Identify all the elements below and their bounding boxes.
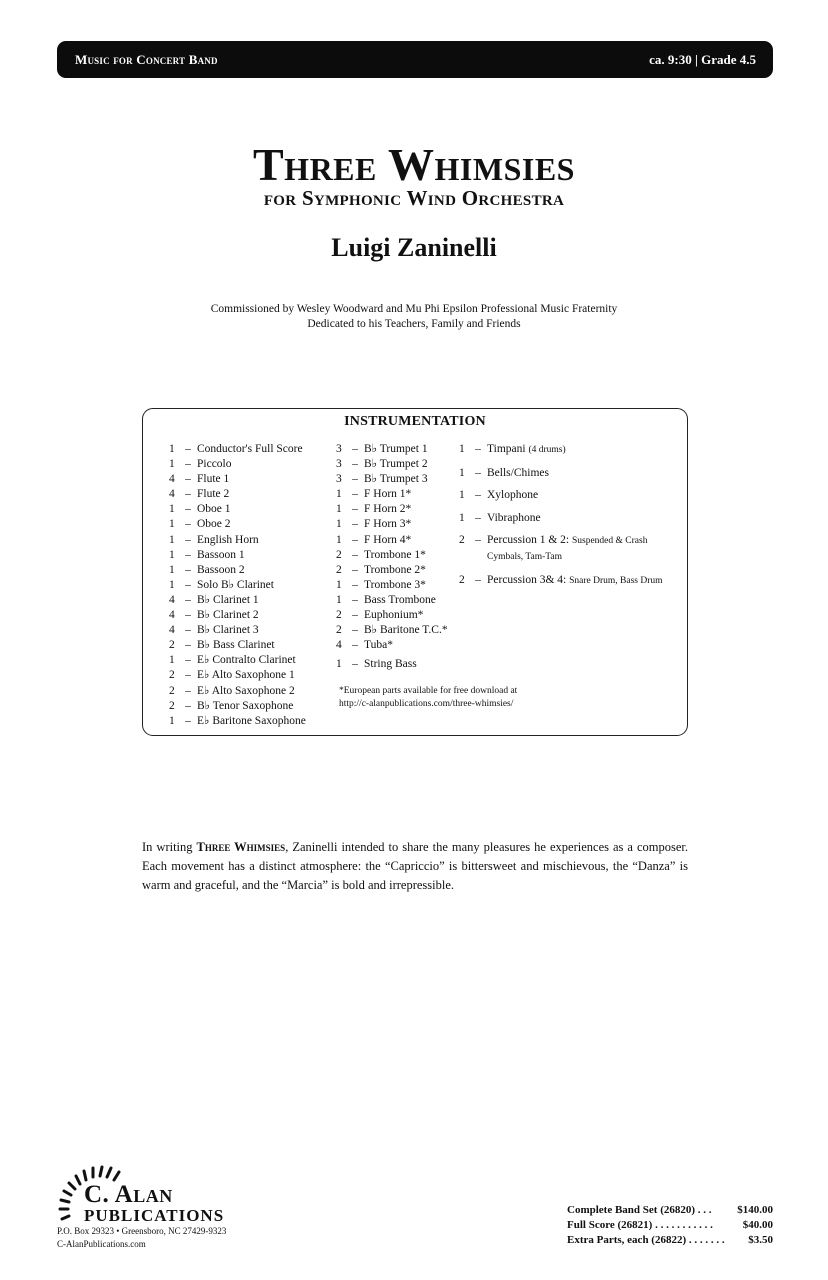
instrument-row: 2 – Percussion 3& 4: Snare Drum, Bass Drum	[459, 573, 663, 586]
instrument-row: 2 – B♭ Tenor Saxophone	[169, 699, 294, 712]
instrument-column-woodwinds	[169, 442, 329, 729]
instrument-row: 1 – Bass Trombone	[336, 593, 436, 606]
price-row: Extra Parts, each (26822) . . . . . . . $3.50	[567, 1234, 773, 1246]
instrument-row: 1 – Bells/Chimes	[459, 466, 549, 479]
instrument-row: 1 – F Horn 3*	[336, 518, 412, 531]
instrument-row: 1 – Piccolo	[169, 458, 232, 471]
instrument-row: 1 – F Horn 1*	[336, 488, 412, 501]
instrument-row: 1 – Oboe 1	[169, 503, 231, 516]
instrument-column-brass	[336, 442, 461, 672]
instrument-row: 4 – Flute 1	[169, 473, 230, 486]
instrument-row: 2 – Percussion 1 & 2: Suspended & Crash Cymbals, Tam-Tam	[459, 534, 648, 563]
instrument-row: 2 – E♭ Alto Saxophone 1	[169, 669, 295, 682]
instrument-row: 4 – Tuba*	[336, 639, 393, 652]
instrument-row: 1 – Timpani (4 drums)	[459, 443, 566, 455]
price-row: Complete Band Set (26820) . . . $140.00	[567, 1204, 773, 1216]
european-parts-note: *European parts available for free download at http://c-alanpublications.com/three-whimsies/	[339, 686, 518, 709]
series-label: Music for Concert Band	[75, 51, 218, 67]
instrument-row: 1 – String Bass	[336, 658, 417, 671]
instrument-row: 1 – Bassoon 2	[169, 563, 245, 576]
dedication-line: Dedicated to his Teachers, Family and Friends	[307, 318, 521, 330]
commission-line: Commissioned by Wesley Woodward and Mu Phi Epsilon Professional Music Fraternity	[210, 303, 618, 315]
instrument-column-percussion	[459, 442, 681, 596]
dedication	[0, 302, 828, 332]
duration-grade: ca. 9:30 | Grade 4.5	[649, 51, 756, 67]
price-list	[567, 1203, 773, 1248]
price-row: Full Score (26821) . . . . . . . . . . . $40.00	[567, 1219, 773, 1231]
instrument-row: 4 – B♭ Clarinet 2	[169, 609, 259, 622]
instrument-row: 2 – E♭ Alto Saxophone 2	[169, 684, 295, 697]
publisher-address	[57, 1225, 226, 1251]
publisher-name: C. Alan	[84, 1181, 173, 1208]
instrument-row: 1 – Conductor's Full Score	[169, 443, 303, 455]
instrument-row: 4 – B♭ Clarinet 1	[169, 593, 259, 606]
work-title-inline: Three Whimsies	[196, 840, 286, 854]
composer-name: Luigi Zaninelli	[331, 233, 497, 262]
instrument-row: 1 – F Horn 2*	[336, 503, 412, 516]
publisher-website[interactable]: C-AlanPublications.com	[57, 1239, 146, 1249]
instrument-row: 1 – F Horn 4*	[336, 533, 412, 546]
instrument-row: 3 – B♭ Trumpet 3	[336, 473, 428, 486]
work-subtitle: for Symphonic Wind Orchestra	[263, 186, 565, 210]
work-title: Three Whimsies	[253, 139, 575, 190]
instrument-row: 1 – Solo B♭ Clarinet	[169, 578, 274, 591]
program-note: In writing Three Whimsies, Zaninelli intended to share the many pleasures he experiences as a composer. Each movement has a distinct atmosphere: the “Capriccio” is bittersweet and mischievous, the “Danza” is warm and graceful, and the “Marcia” is bold and irrepressible.	[142, 840, 688, 892]
instrument-row: 1 – Xylophone	[459, 489, 539, 502]
instrument-row: 1 – Vibraphone	[459, 511, 541, 524]
instrument-row: 1 – E♭ Baritone Saxophone	[169, 714, 306, 727]
instrument-row: 3 – B♭ Trumpet 2	[336, 458, 428, 471]
instrument-row: 3 – B♭ Trumpet 1	[336, 443, 428, 455]
postal-address: P.O. Box 29323 • Greensboro, NC 27429-9323	[57, 1226, 227, 1236]
instrument-row: 2 – B♭ Bass Clarinet	[169, 639, 275, 652]
instrument-row: 1 – Trombone 3*	[336, 578, 426, 591]
instrument-row: 1 – Oboe 2	[169, 518, 231, 531]
instrument-row: 2 – Trombone 1*	[336, 548, 426, 561]
download-link[interactable]: http://c-alanpublications.com/three-whimsies/	[339, 699, 514, 709]
instrumentation-heading: INSTRUMENTATION	[344, 414, 486, 429]
instrument-row: 2 – B♭ Baritone T.C.*	[336, 624, 448, 637]
instrument-row: 2 – Euphonium*	[336, 609, 424, 622]
header-bar	[57, 41, 773, 78]
instrument-row: 2 – Trombone 2*	[336, 563, 426, 576]
instrumentation-box	[142, 408, 688, 736]
instrument-row: 1 – English Horn	[169, 533, 259, 546]
instrument-row: 1 – E♭ Contralto Clarinet	[169, 654, 296, 667]
instrument-row: 4 – B♭ Clarinet 3	[169, 624, 259, 637]
instrument-row: 1 – Bassoon 1	[169, 548, 245, 561]
publisher-sub: PUBLICATIONS	[84, 1206, 225, 1225]
instrument-row: 4 – Flute 2	[169, 488, 230, 501]
